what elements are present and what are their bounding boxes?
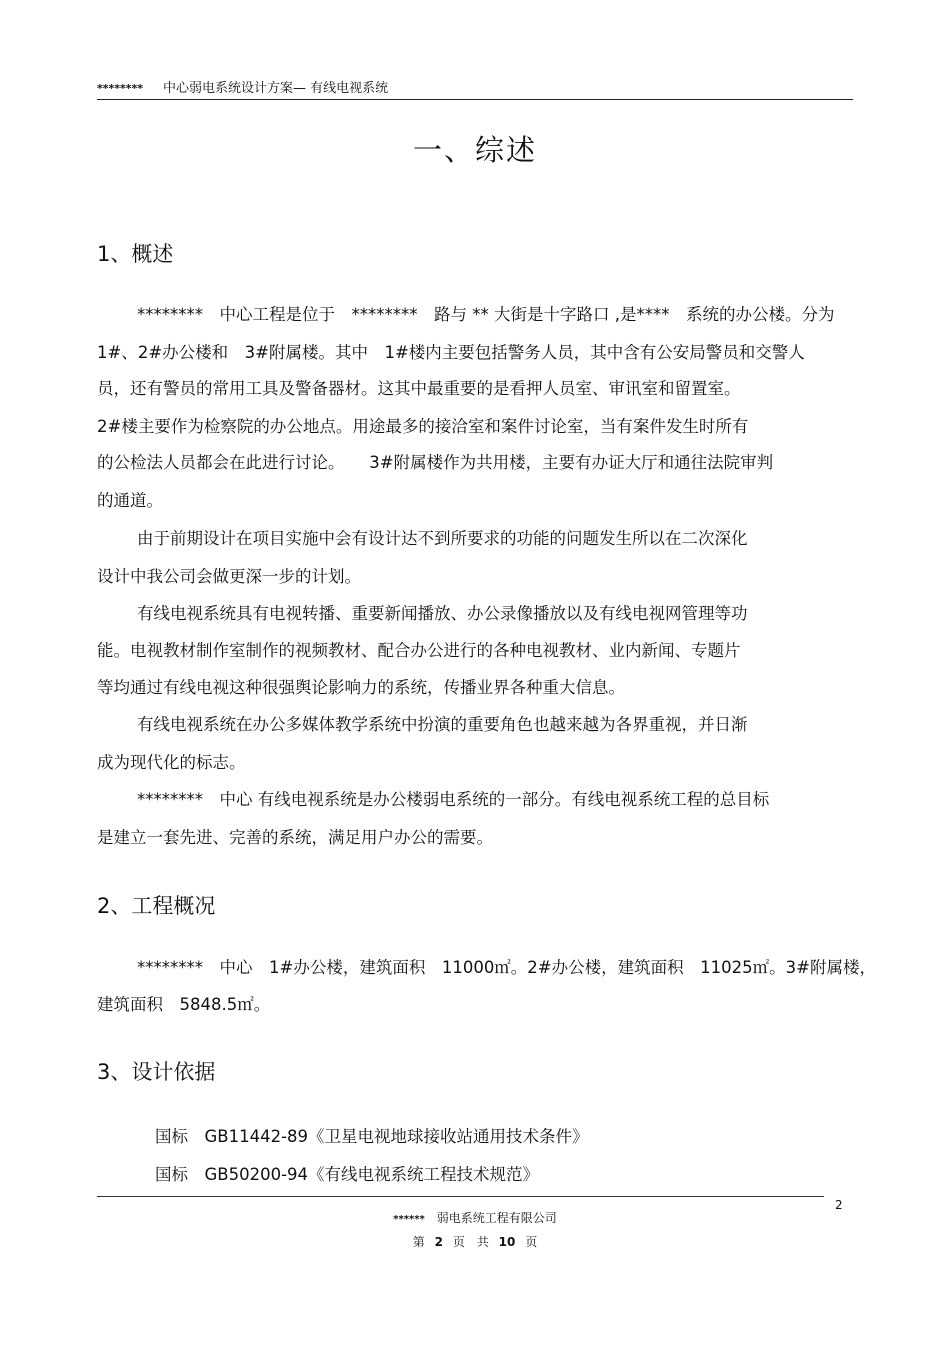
overview-line: 1#、2#办公楼和 3#附属楼。其中 1#楼内主要包括警务人员，其中含有公安局警员和交警人 <box>97 343 805 362</box>
overview-line: 的通道。 <box>97 491 163 510</box>
overview-line: 由于前期设计在项目实施中会有设计达不到所要求的功能的问题发生所以在二次深化 <box>137 529 748 548</box>
overview-line: 设计中我公司会做更深一步的计划。 <box>97 567 361 586</box>
footer-rule <box>97 1196 824 1197</box>
reference-item: 国标 GB50200-94《有线电视系统工程技术规范》 <box>155 1165 540 1184</box>
overview-line: ******** 中心工程是位于 ******** 路与 ** 大街是十字路口 ,是**** 系统的办公楼。分为 <box>137 305 835 324</box>
overview-line: ******** 中心 有线电视系统是办公楼弱电系统的一部分。有线电视系统工程的总目标 <box>137 790 770 809</box>
overview-line: 的公检法人员都会在此进行讨论。 3#附属楼作为共用楼，主要有办证大厅和通往法院审判 <box>97 453 774 472</box>
pager-suffix: 页 <box>525 1235 538 1249</box>
pager-mid: 页 共 <box>452 1235 489 1249</box>
running-header <box>97 77 388 96</box>
overview-line: 等均通过有线电视这种很强舆论影响力的系统，传播业界各种重大信息。 <box>97 678 625 697</box>
section-heading-overview: 1、概述 <box>97 242 174 266</box>
overview-line: 能。电视教材制作室制作的视频教材、配合办公进行的各种电视教材、业内新闻、专题片 <box>97 641 741 660</box>
project-line: ******** 中心 1#办公楼，建筑面积 11000㎡。2#办公楼，建筑面积 11025㎡。3#附属楼， <box>137 958 876 977</box>
pager-prefix: 第 <box>412 1235 425 1249</box>
page-title: 一、综述 <box>412 133 537 167</box>
overview-line: 2#楼主要作为检察院的办公地点。用途最多的接洽室和案件讨论室，当有案件发生时所有 <box>97 417 749 436</box>
total-pages: 10 <box>498 1235 516 1249</box>
overview-line: 有线电视系统具有电视转播、重要新闻播放、办公录像播放以及有线电视网管理等功 <box>137 604 748 623</box>
reference-item: 国标 GB11442-89《卫星电视地球接收站通用技术条件》 <box>155 1127 589 1146</box>
section-heading-basis: 3、设计依据 <box>97 1060 216 1084</box>
overview-line: 是建立一套先进、完善的系统，满足用户办公的需要。 <box>97 828 493 847</box>
header-title: 中心弱电系统设计方案— 有线电视系统 <box>163 81 389 96</box>
footer-company <box>0 1209 950 1226</box>
overview-line: 员，还有警员的常用工具及警备器材。这其中最重要的是看押人员室、审讯室和留置室。 <box>97 379 741 398</box>
footer-pager <box>0 1233 950 1250</box>
header-stars: ******** <box>97 82 144 95</box>
page-number-corner: 2 <box>835 1198 843 1212</box>
overview-line: 有线电视系统在办公多媒体教学系统中扮演的重要角色也越来越为各界重视，并日渐 <box>137 715 748 734</box>
footer-stars: ****** <box>393 1214 425 1225</box>
header-rule <box>97 99 853 100</box>
section-heading-project: 2、工程概况 <box>97 894 216 918</box>
overview-line: 成为现代化的标志。 <box>97 753 246 772</box>
current-page: 2 <box>434 1235 443 1249</box>
project-line: 建筑面积 5848.5㎡。 <box>97 995 271 1014</box>
footer-company-name: 弱电系统工程有限公司 <box>436 1211 557 1225</box>
